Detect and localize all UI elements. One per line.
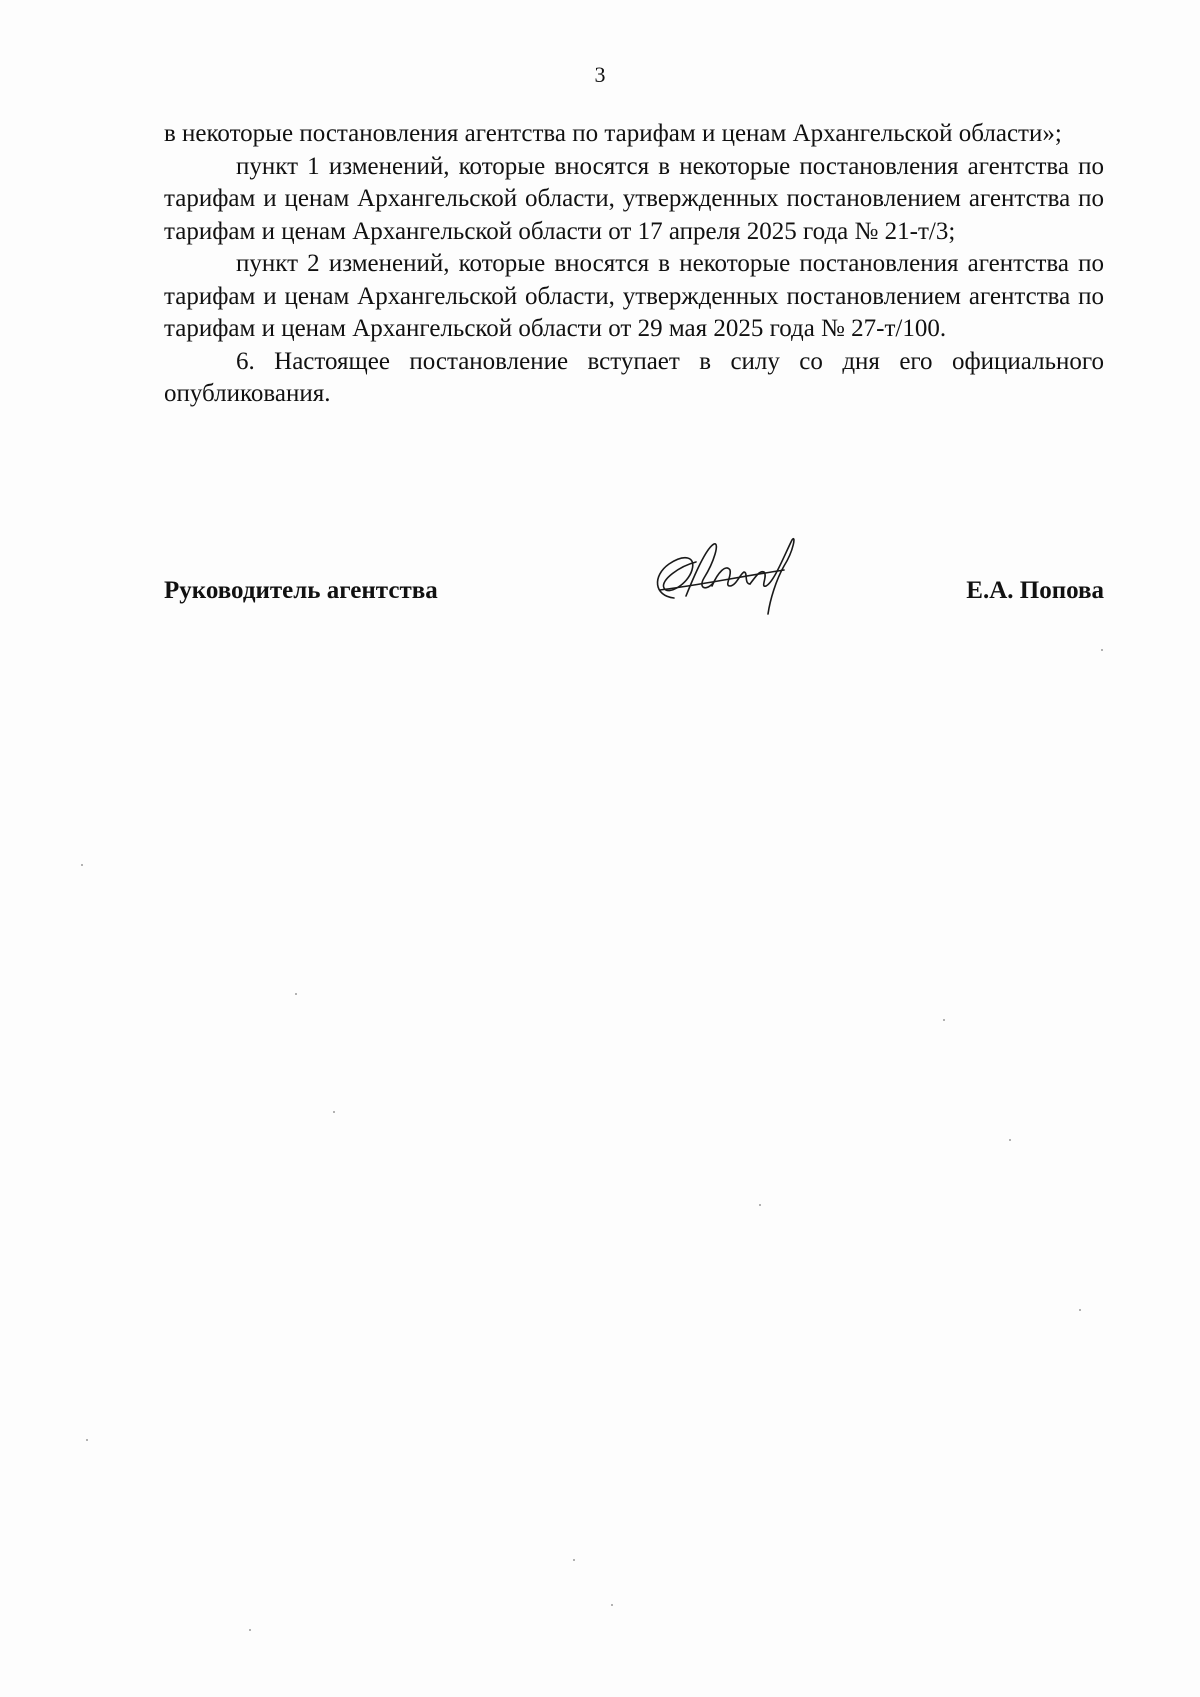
paragraph-item-1: пункт 1 изменений, которые вносятся в некоторые постановления агентства по тарифам и ценам Архангельской области, утвержденных постановлением агентства по тарифам и ценам Архангельской области от 17 апреля 2025 года № 21-т/3; (164, 152, 1104, 245)
handwritten-signature (634, 526, 814, 626)
paragraph-item-2: пункт 2 изменений, которые вносятся в некоторые постановления агентства по тарифам и ценам Архангельской области, утвержденных постановлением агентства по тарифам и ценам Архангельской области от 29 мая 2025 года № 27-т/100. (164, 250, 1104, 342)
paragraph-clause-6: 6. Настоящее постановление вступает в силу со дня его официального опубликования. (164, 347, 1104, 407)
signer-name: Е.А. Попова (966, 577, 1104, 604)
document-body (164, 118, 1104, 411)
paragraph-continuation: в некоторые постановления агентства по тарифам и ценам Архангельской области»; (164, 120, 1062, 147)
page-number: 3 (594, 62, 606, 87)
signer-position: Руководитель агентства (164, 577, 438, 604)
signature-block (164, 566, 1104, 616)
